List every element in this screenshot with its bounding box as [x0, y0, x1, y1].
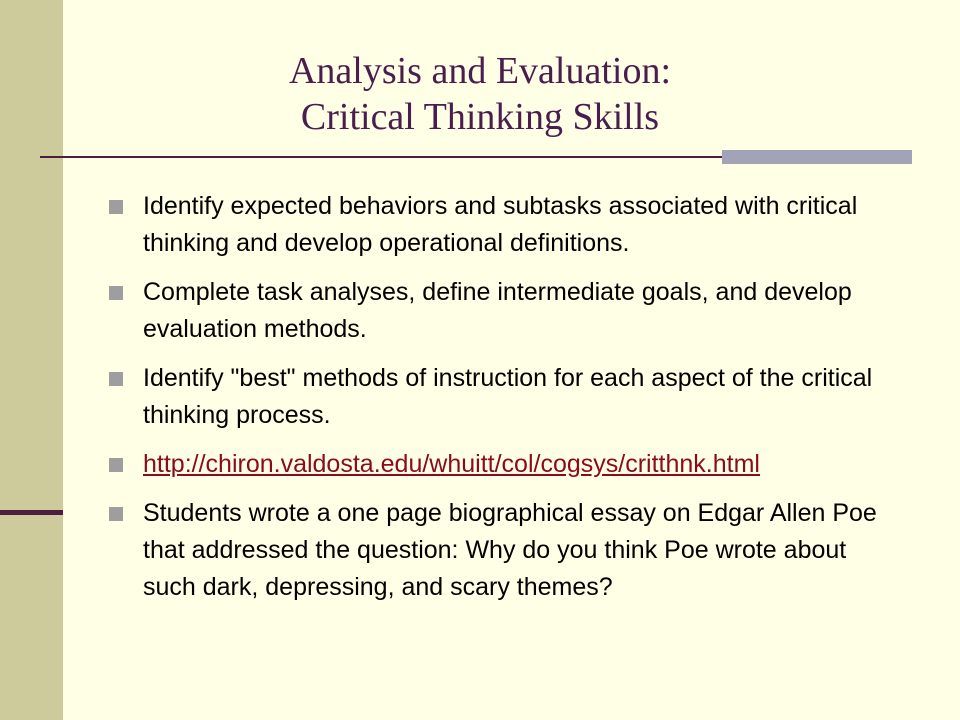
slide-title-line-2: Critical Thinking Skills [300, 96, 660, 138]
bullet-text: Identify "best" methods of instruction for each aspect of the critical thinking process. [143, 364, 873, 429]
bullet-item [105, 446, 905, 483]
title-accent-bar [722, 150, 912, 164]
bullet-text: Identify expected behaviors and subtasks associated with critical thinking and develop operational definitions. [143, 192, 858, 257]
bullet-item [105, 274, 905, 348]
square-bullet-icon [109, 372, 123, 386]
square-bullet-icon [109, 200, 123, 214]
bullet-text: Students wrote a one page biographical essay on Edgar Allen Poe that addressed the question: Why do you think Poe wrote about such dark, depressing, and scary themes? [143, 499, 877, 601]
bullet-text: Complete task analyses, define intermediate goals, and develop evaluation methods. [143, 278, 852, 343]
square-bullet-icon [109, 286, 123, 300]
bullet-item [105, 360, 905, 434]
slide-title-line-1: Analysis and Evaluation: [288, 50, 672, 92]
bullet-item [105, 188, 905, 262]
bullet-list [105, 188, 905, 618]
slide-title [120, 48, 840, 140]
square-bullet-icon [109, 458, 123, 472]
square-bullet-icon [109, 507, 123, 521]
bullet-item [105, 495, 905, 606]
critical-thinking-link[interactable]: http://chiron.valdosta.edu/whuitt/col/cogsys/critthnk.html [143, 450, 760, 478]
side-accent-bar [0, 510, 63, 515]
side-panel [0, 0, 63, 720]
